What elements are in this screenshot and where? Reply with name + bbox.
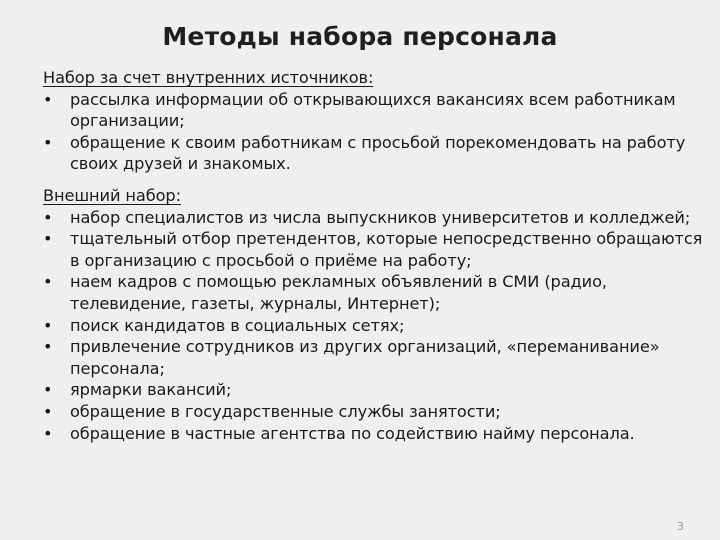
slide-body: [43, 67, 711, 444]
external-section-heading: Внешний набор:: [43, 185, 181, 205]
list-item: [43, 336, 711, 379]
bullet-icon: •: [43, 380, 53, 400]
list-item-text: привлечение сотрудников из других организаций, «переманивание» персонала;: [70, 337, 660, 378]
bullet-icon: •: [43, 89, 53, 109]
list-item-text: обращение к своим работникам с просьбой порекомендовать на работу своих друзей и знакомых.: [70, 132, 686, 174]
external-sources-list: [43, 207, 711, 445]
page-number: 3: [677, 520, 684, 533]
bullet-icon: •: [43, 229, 53, 249]
internal-section-heading: Набор за счет внутренних источников:: [43, 68, 374, 87]
bullet-icon: •: [43, 132, 53, 152]
list-item-text: ярмарки вакансий;: [70, 380, 232, 400]
bullet-icon: •: [43, 423, 53, 443]
list-item: [43, 423, 711, 445]
list-item: [43, 315, 711, 337]
internal-sources-list: [43, 89, 711, 175]
list-item-text: набор специалистов из числа выпускников университетов и колледжей;: [70, 207, 691, 227]
bullet-icon: •: [43, 401, 53, 421]
list-item-text: наем кадров с помощью рекламных объявлений в СМИ (радио, телевидение, газеты, журналы, Интернет);: [70, 272, 607, 313]
bullet-icon: •: [43, 337, 53, 357]
list-item: [43, 271, 711, 314]
list-item: [43, 401, 711, 423]
page-title: Методы набора персонала: [162, 22, 558, 51]
list-item-text: рассылка информации об открывающихся вакансиях всем работникам организации;: [70, 89, 676, 131]
list-item: [43, 228, 711, 271]
list-item-text: обращение в государственные службы занятости;: [70, 401, 501, 421]
list-item-text: тщательный отбор претендентов, которые непосредственно обращаются в организацию с просьбой о приёме на работу;: [70, 229, 703, 270]
bullet-icon: •: [43, 207, 53, 227]
bullet-icon: •: [43, 272, 53, 292]
list-item: [43, 207, 711, 229]
list-item-text: поиск кандидатов в социальных сетях;: [70, 315, 405, 335]
list-item: [43, 89, 711, 132]
list-item-text: обращение в частные агентства по содействию найму персонала.: [70, 423, 635, 443]
bullet-icon: •: [43, 315, 53, 335]
list-item: [43, 379, 711, 401]
list-item: [43, 132, 711, 175]
